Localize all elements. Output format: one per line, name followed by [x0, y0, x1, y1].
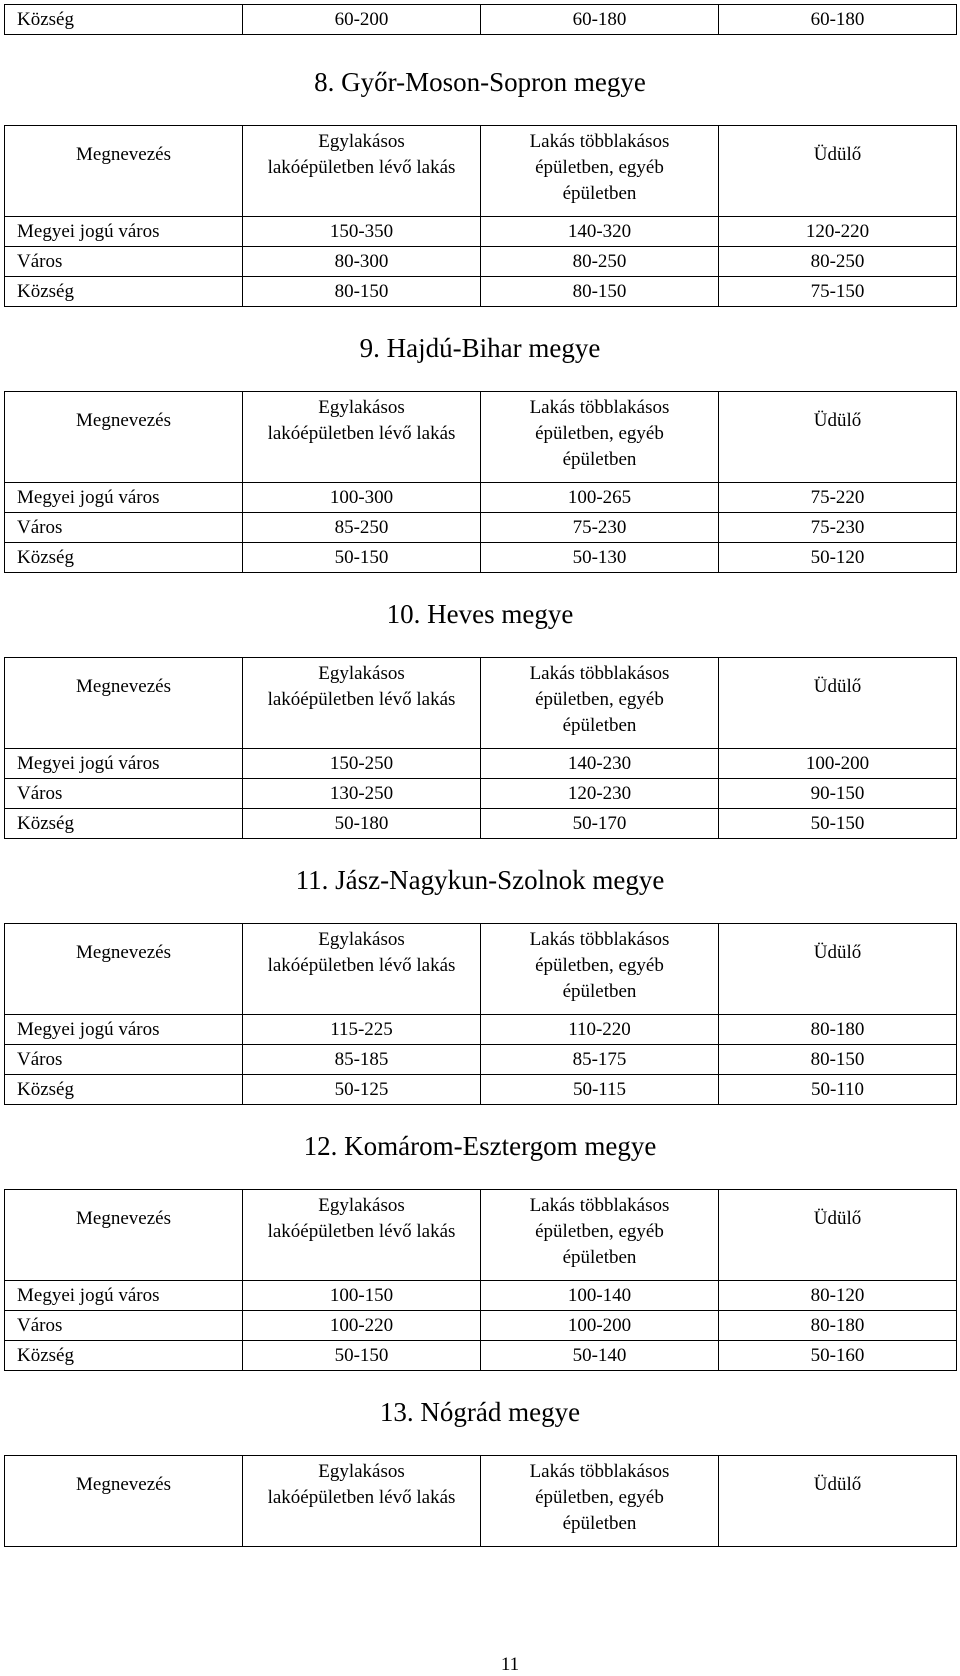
header-line: épületben, egyéb [535, 1487, 664, 1508]
header-label: Üdülő [813, 942, 862, 963]
table-row [5, 483, 957, 513]
header-line: Egylakásos [318, 397, 405, 418]
row-label: Megyei jogú város [5, 217, 243, 247]
header-label: Üdülő [813, 144, 862, 165]
table-header-row [5, 658, 957, 749]
row-value: 150-350 [243, 217, 481, 247]
header-line: épületben [562, 1513, 637, 1534]
header-tobblakasos [481, 658, 719, 749]
header-line: épületben, egyéb [535, 1221, 664, 1242]
row-value: 50-120 [719, 543, 957, 573]
row-value: 50-130 [481, 543, 719, 573]
header-line: Egylakásos [318, 131, 405, 152]
header-line: Lakás többlakásos [529, 1195, 670, 1216]
header-udulo [719, 1456, 957, 1547]
header-label: Üdülő [813, 410, 862, 431]
county-table [4, 1189, 957, 1371]
row-value: 50-150 [243, 1341, 481, 1371]
row-label: Megyei jogú város [5, 1015, 243, 1045]
row-value: 100-220 [243, 1311, 481, 1341]
row-value: 100-300 [243, 483, 481, 513]
row-value: 50-170 [481, 809, 719, 839]
header-megnevezes [5, 658, 243, 749]
row-label: Község [5, 1075, 243, 1105]
table-row [5, 779, 957, 809]
header-label: Megnevezés [76, 1208, 171, 1229]
table-row [5, 749, 957, 779]
row-value: 140-320 [481, 217, 719, 247]
row-value: 50-140 [481, 1341, 719, 1371]
row-label: Község [5, 5, 243, 35]
row-value: 100-200 [719, 749, 957, 779]
previous-county-table-tail [4, 4, 957, 35]
row-value: 140-230 [481, 749, 719, 779]
row-value: 75-150 [719, 277, 957, 307]
row-value: 120-230 [481, 779, 719, 809]
row-value: 75-230 [719, 513, 957, 543]
row-value: 80-250 [719, 247, 957, 277]
header-label: Megnevezés [76, 1474, 171, 1495]
table-row [5, 1311, 957, 1341]
header-line: Lakás többlakásos [529, 663, 670, 684]
row-label: Megyei jogú város [5, 1281, 243, 1311]
row-value: 85-250 [243, 513, 481, 543]
header-line: lakóépületben lévő lakás [267, 423, 456, 444]
table-row [5, 247, 957, 277]
header-udulo [719, 126, 957, 217]
table-row [5, 1075, 957, 1105]
row-label: Város [5, 247, 243, 277]
header-line: Egylakásos [318, 663, 405, 684]
row-value: 100-265 [481, 483, 719, 513]
table-row [5, 1341, 957, 1371]
county-title: 9. Hajdú-Bihar megye [359, 333, 601, 363]
header-tobblakasos [481, 1456, 719, 1547]
row-label: Község [5, 1341, 243, 1371]
row-value: 80-300 [243, 247, 481, 277]
row-value: 100-200 [481, 1311, 719, 1341]
table-row [5, 543, 957, 573]
header-line: épületben [562, 1247, 637, 1268]
header-megnevezes [5, 126, 243, 217]
header-label: Megnevezés [76, 676, 171, 697]
header-line: épületben [562, 449, 637, 470]
header-line: Lakás többlakásos [529, 131, 670, 152]
header-label: Üdülő [813, 676, 862, 697]
table-header-row [5, 392, 957, 483]
row-value: 150-250 [243, 749, 481, 779]
header-line: Egylakásos [318, 929, 405, 950]
row-value: 100-140 [481, 1281, 719, 1311]
header-line: Lakás többlakásos [529, 397, 670, 418]
county-title: 10. Heves megye [386, 599, 574, 629]
county-title: 8. Győr-Moson-Sopron megye [314, 67, 646, 97]
header-label: Üdülő [813, 1208, 862, 1229]
row-value: 75-230 [481, 513, 719, 543]
row-value: 130-250 [243, 779, 481, 809]
header-udulo [719, 658, 957, 749]
header-udulo [719, 1190, 957, 1281]
header-line: épületben [562, 183, 637, 204]
row-value: 50-160 [719, 1341, 957, 1371]
table-row [5, 5, 957, 35]
header-line: Egylakásos [318, 1461, 405, 1482]
header-line: épületben [562, 981, 637, 1002]
row-value: 50-180 [243, 809, 481, 839]
county-title: 11. Jász-Nagykun-Szolnok megye [295, 865, 665, 895]
row-value: 90-150 [719, 779, 957, 809]
table-header-row [5, 1456, 957, 1547]
header-label: Üdülő [813, 1474, 862, 1495]
header-udulo [719, 924, 957, 1015]
row-label: Község [5, 809, 243, 839]
table-header-row [5, 126, 957, 217]
header-label: Megnevezés [76, 410, 171, 431]
row-label: Város [5, 1045, 243, 1075]
header-line: Egylakásos [318, 1195, 405, 1216]
header-line: lakóépületben lévő lakás [267, 1221, 456, 1242]
header-line: lakóépületben lévő lakás [267, 955, 456, 976]
table-row [5, 1281, 957, 1311]
header-tobblakasos [481, 924, 719, 1015]
county-table [4, 1455, 957, 1547]
table-row [5, 809, 957, 839]
row-label: Megyei jogú város [5, 483, 243, 513]
header-line: Lakás többlakásos [529, 1461, 670, 1482]
table-row [5, 1015, 957, 1045]
header-line: lakóépületben lévő lakás [267, 689, 456, 710]
row-value: 110-220 [481, 1015, 719, 1045]
header-egylakasos [243, 1190, 481, 1281]
row-value: 60-200 [243, 5, 481, 35]
row-value: 80-250 [481, 247, 719, 277]
row-label: Község [5, 277, 243, 307]
header-megnevezes [5, 924, 243, 1015]
row-value: 50-125 [243, 1075, 481, 1105]
row-value: 80-120 [719, 1281, 957, 1311]
row-value: 80-150 [719, 1045, 957, 1075]
table-row [5, 277, 957, 307]
header-label: Megnevezés [76, 942, 171, 963]
county-title: 12. Komárom-Esztergom megye [303, 1131, 657, 1161]
header-megnevezes [5, 1190, 243, 1281]
table-row [5, 513, 957, 543]
table-row [5, 217, 957, 247]
header-line: épületben [562, 715, 637, 736]
header-egylakasos [243, 658, 481, 749]
row-value: 85-185 [243, 1045, 481, 1075]
row-value: 50-110 [719, 1075, 957, 1105]
row-label: Város [5, 779, 243, 809]
header-megnevezes [5, 392, 243, 483]
county-table [4, 923, 957, 1105]
header-line: lakóépületben lévő lakás [267, 157, 456, 178]
header-line: épületben, egyéb [535, 689, 664, 710]
county-table [4, 125, 957, 307]
county-table [4, 391, 957, 573]
row-value: 50-150 [719, 809, 957, 839]
header-egylakasos [243, 924, 481, 1015]
table-row [5, 1045, 957, 1075]
row-value: 80-150 [481, 277, 719, 307]
county-title: 13. Nógrád megye [379, 1397, 581, 1427]
row-value: 115-225 [243, 1015, 481, 1045]
row-label: Megyei jogú város [5, 749, 243, 779]
row-value: 60-180 [481, 5, 719, 35]
row-label: Város [5, 513, 243, 543]
header-line: épületben, egyéb [535, 157, 664, 178]
header-megnevezes [5, 1456, 243, 1547]
header-line: épületben, egyéb [535, 423, 664, 444]
row-value: 50-115 [481, 1075, 719, 1105]
header-egylakasos [243, 126, 481, 217]
row-value: 60-180 [719, 5, 957, 35]
header-label: Megnevezés [76, 144, 171, 165]
header-tobblakasos [481, 392, 719, 483]
row-value: 85-175 [481, 1045, 719, 1075]
header-tobblakasos [481, 126, 719, 217]
row-value: 80-150 [243, 277, 481, 307]
page-number: 11 [500, 1654, 520, 1675]
table-header-row [5, 924, 957, 1015]
table-header-row [5, 1190, 957, 1281]
header-line: épületben, egyéb [535, 955, 664, 976]
header-line: lakóépületben lévő lakás [267, 1487, 456, 1508]
row-label: Város [5, 1311, 243, 1341]
header-udulo [719, 392, 957, 483]
row-value: 100-150 [243, 1281, 481, 1311]
row-value: 50-150 [243, 543, 481, 573]
county-table [4, 657, 957, 839]
header-egylakasos [243, 392, 481, 483]
row-value: 80-180 [719, 1311, 957, 1341]
header-tobblakasos [481, 1190, 719, 1281]
row-value: 80-180 [719, 1015, 957, 1045]
header-line: Lakás többlakásos [529, 929, 670, 950]
header-egylakasos [243, 1456, 481, 1547]
row-value: 120-220 [719, 217, 957, 247]
row-value: 75-220 [719, 483, 957, 513]
row-label: Község [5, 543, 243, 573]
